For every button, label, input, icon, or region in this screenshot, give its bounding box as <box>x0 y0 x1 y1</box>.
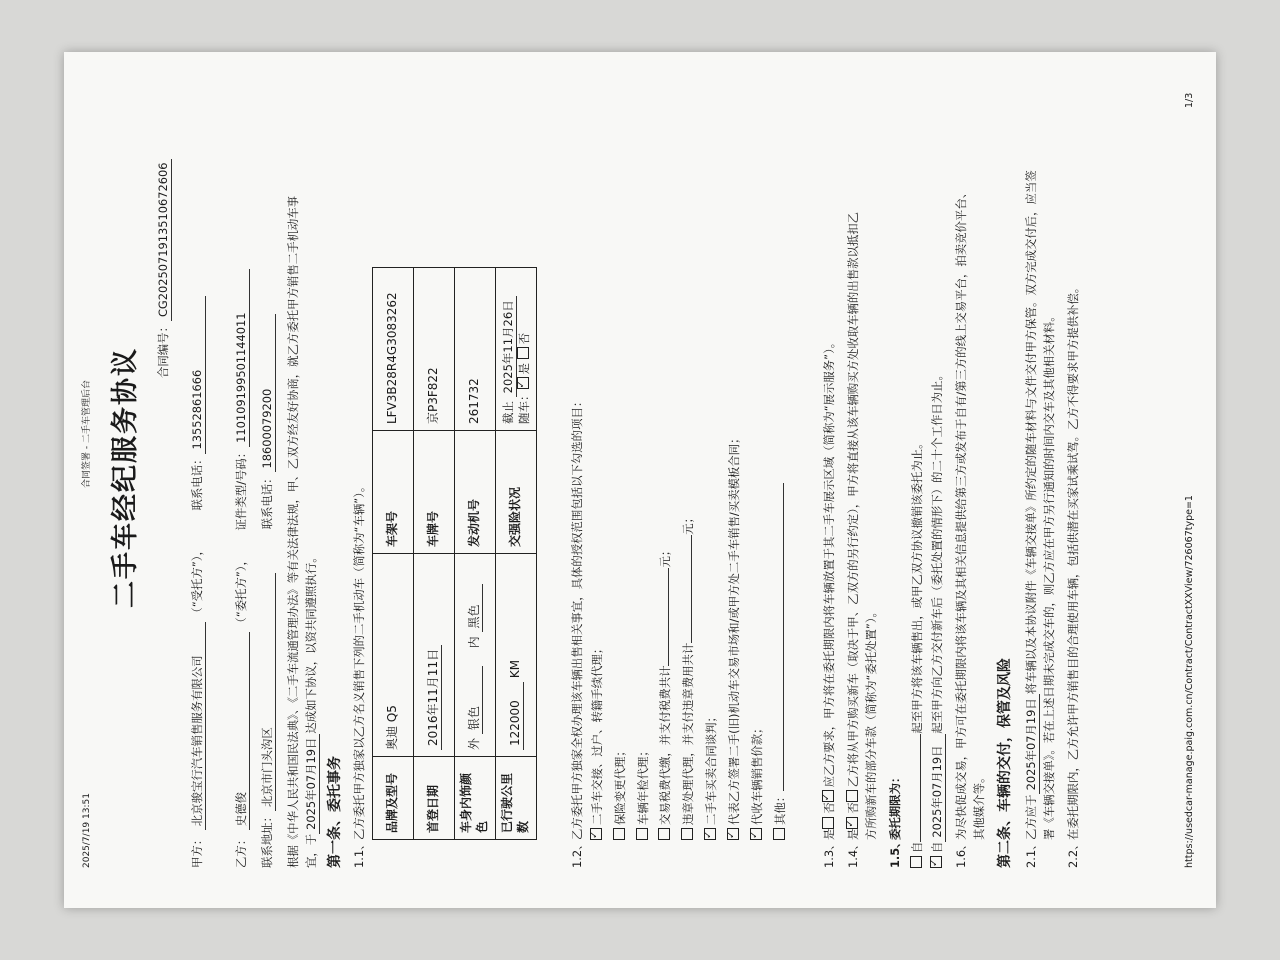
list-item <box>773 433 788 840</box>
yes-label: 是 <box>822 828 836 840</box>
auth-checkbox[interactable] <box>590 828 602 840</box>
reg-date-value <box>414 554 455 757</box>
clause-2-1 <box>1024 170 1040 868</box>
clause-number: 1.5、 <box>888 836 902 868</box>
agreement-date: 2025年07月19日 <box>304 734 320 834</box>
insurance-with-car-label: 随车： <box>516 389 531 424</box>
party-b-line <box>234 269 250 868</box>
party-a-line <box>190 296 206 868</box>
clause-1-5 <box>888 772 903 868</box>
article1-title: 第一条、委托事务 <box>327 756 343 868</box>
vin-value: LFV3B28R4G3083262 <box>373 268 414 431</box>
term-option-2 <box>930 369 946 868</box>
clause-2-2 <box>1066 282 1081 868</box>
interior-color: 黑色 <box>467 584 484 632</box>
clause-1-4-no-checkbox[interactable] <box>846 790 858 802</box>
vin-label: 车架号 <box>373 431 414 554</box>
term-option-1-date[interactable] <box>920 734 921 842</box>
auth-item-text: 二手车买卖合同谈判； <box>704 711 719 825</box>
mileage-unit: KM <box>507 659 522 679</box>
auth-item-text: 二手车交接、过户、转籍手续代理； <box>590 642 604 825</box>
auth-item-text: 违章处理代理，并支付违章费用共计 <box>681 642 696 825</box>
party-b-address-label: 联系地址： <box>260 811 274 868</box>
contract-number-value: CG202507191351067260​6 <box>156 159 172 321</box>
auth-item-suffix: 元； <box>658 544 673 568</box>
term-option-2-checkbox[interactable] <box>930 856 942 868</box>
term-prefix: 自 <box>910 841 924 853</box>
reg-date-label: 首登日期 <box>414 757 455 840</box>
term-text: 起至甲方将该车辆售出，或甲乙双方协议撤销该委托为止。 <box>910 437 924 734</box>
clause-number: 1.3、 <box>822 838 836 868</box>
auth-checkbox[interactable] <box>681 828 693 840</box>
clause-text: 在委托期限内，乙方允许甲方销售目的合理使用车辆，包括供潜在买家试乘试驾。乙方不得要求甲方提供补偿。 <box>1066 281 1080 840</box>
term-option-1-checkbox[interactable] <box>910 856 922 868</box>
party-a-phone-label: 联系电话： <box>190 453 204 511</box>
party-b-label: 乙方： <box>234 833 248 868</box>
party-b-role: （“委托方”）， <box>234 554 248 629</box>
yes-label: 是 <box>846 828 860 840</box>
preamble-line2 <box>304 551 320 868</box>
clause-1-3-no-checkbox[interactable] <box>822 790 834 802</box>
list-item <box>590 433 605 840</box>
clause-text: 乙方将从甲方购买新车（取决于甲、乙双方的另行约定），甲方将直接从该车辆购买方处收取车辆的出售款以抵扣乙 <box>846 211 860 788</box>
no-label: 否 <box>822 802 836 814</box>
term-text: 起至甲方向乙方交付新车后（委托处置的情形下）的二十个工作日为止。 <box>930 369 944 734</box>
term-prefix: 自 <box>930 841 944 853</box>
insurance-no-label: 否 <box>516 332 531 345</box>
clause-number: 1.6、 <box>954 838 968 868</box>
table-row <box>496 268 537 840</box>
clause-1-3-yes-checkbox[interactable] <box>822 817 834 829</box>
party-b-address: 北京市门头沟区 <box>260 573 276 811</box>
clause-number: 2.2、 <box>1066 838 1080 868</box>
party-b-id-label: 证件类型/号码： <box>234 446 248 531</box>
table-row <box>455 268 496 840</box>
auth-item-text: 代收车辆销售价款； <box>749 722 764 825</box>
clause-1-4 <box>846 212 861 868</box>
list-item <box>613 433 628 840</box>
clause-1-2 <box>570 396 585 868</box>
clause-title: 委托期限为： <box>888 771 902 840</box>
clause-number: 1.4、 <box>846 838 860 868</box>
engine-value: 261732 <box>455 268 496 431</box>
party-a-label: 甲方： <box>190 833 204 868</box>
table-row <box>373 268 414 840</box>
clause-number: 2.1、 <box>1024 838 1038 868</box>
insurance-yes-label: 是 <box>516 363 531 375</box>
preamble-prefix: 宜，于 <box>304 833 318 868</box>
clause-text: 应乙方要求，甲方将在委托期限内将车辆放置于其二手车展示区域（简称为“展示服务”）。 <box>822 336 836 788</box>
party-b-phone: 18600079200 <box>260 314 276 472</box>
list-item <box>704 433 719 840</box>
party-a-role: （“受托方”）， <box>190 544 204 619</box>
contract-number <box>156 159 172 378</box>
color-label: 车身内饰颜色 <box>455 757 496 840</box>
tax-amount-blank[interactable] <box>668 568 669 666</box>
party-b-id-value: 110109199501144011 <box>234 269 250 447</box>
auth-checkbox[interactable] <box>658 828 670 840</box>
party-b-contact-line <box>260 314 276 868</box>
clause-1-6-line2: 其他媒介等。 <box>972 771 986 840</box>
insurance-until-prefix: 截止 <box>500 401 515 424</box>
insurance-value <box>496 268 537 431</box>
article2-title: 第二条、车辆的交付，保管及风险 <box>997 658 1013 868</box>
exterior-color: 银色 <box>467 666 484 734</box>
party-b-phone-label: 联系电话： <box>260 472 274 530</box>
auth-checkbox[interactable] <box>636 828 648 840</box>
reg-date-text: 2016年11月11日 <box>426 645 443 750</box>
insurance-yes-checkbox[interactable] <box>517 378 529 390</box>
clause-1-3 <box>822 337 837 868</box>
term-option-2-date: 2025年07月19日 <box>930 734 946 842</box>
vehicle-info-table <box>372 267 537 840</box>
plate-label: 车牌号 <box>414 431 455 554</box>
auth-item-suffix: 元； <box>681 511 696 535</box>
brand-label: 品牌及型号 <box>373 757 414 840</box>
auth-checkbox[interactable] <box>773 828 785 840</box>
document-title: 二手车经纪服务协议 <box>110 347 141 608</box>
auth-item-text: 交易税费代缴，并支付税费共计 <box>658 665 673 825</box>
contract-number-label: 合同编号： <box>156 321 170 378</box>
clause-number: 1.1、 <box>352 838 366 868</box>
preamble-suffix: 达成如下协议，以资共同遵照执行。 <box>304 551 318 734</box>
clause-text: 为尽快促成交易，甲方可在委托期限内将该车辆及其相关信息提供给第三方或发布于自有/第三方的线上交易平台，拍卖竞价平台、 <box>954 186 968 840</box>
no-label: 否 <box>846 802 860 814</box>
other-blank[interactable] <box>783 483 784 791</box>
clause-number: 1.2、 <box>570 838 584 868</box>
print-app-name: 合同签署 - 二手车管理后台 <box>82 380 92 488</box>
clause-1-4-line2: 方所购新车的部分车款（简称为“委托处置”）。 <box>864 606 878 840</box>
list-item <box>750 433 765 840</box>
list-item <box>727 433 742 840</box>
brand-value: 奥迪 Q5 <box>373 554 414 757</box>
auth-item-text: 代表乙方签署二手(旧)机动车交易市场和/或甲方处二手车销售/买卖模板合同； <box>726 432 741 825</box>
footer-page-number: 1/3 <box>1184 92 1195 108</box>
interior-prefix: 内 <box>466 636 481 649</box>
footer-url: https://usedcar-manage.paig.com.cn/Contract/ContractXXView/726067type=1 <box>1184 495 1195 868</box>
auth-checkbox[interactable] <box>727 828 739 840</box>
auth-checkbox[interactable] <box>613 828 625 840</box>
mileage-value <box>496 554 537 757</box>
clause-1-1 <box>352 481 367 868</box>
list-item <box>658 433 673 840</box>
clause-text: 乙方委托甲方独家以乙方名义销售下列的二手机动车（简称为“车辆”）。 <box>352 480 366 840</box>
insurance-no-checkbox[interactable] <box>517 347 529 359</box>
clause-1-6 <box>954 187 969 868</box>
engine-label: 发动机号 <box>455 431 496 554</box>
vehicle-table-wrapper <box>372 267 537 840</box>
delivery-date: 2025年07月19日 <box>1024 694 1040 794</box>
clause-prefix: 乙方应于 <box>1024 794 1038 840</box>
preamble-line1: 根据《中华人民共和国民法典》、《二手车流通管理办法》等有关法律法规，甲、乙双方经友好协商，就乙方委托甲方销售二手机动车事 <box>286 195 300 868</box>
list-item <box>681 433 696 840</box>
exterior-prefix: 外 <box>466 737 481 750</box>
table-row <box>414 268 455 840</box>
auth-item-text: 车辆年检代理； <box>635 745 650 825</box>
contract-paper <box>64 52 1216 908</box>
insurance-label: 交强险状况 <box>496 431 537 554</box>
term-option-1 <box>910 437 925 868</box>
authorization-list <box>590 433 795 840</box>
mileage-number: 122000 <box>508 682 525 750</box>
list-item <box>636 433 651 840</box>
clause-1-4-yes-checkbox[interactable] <box>846 817 858 829</box>
violation-amount-blank[interactable] <box>691 535 692 643</box>
auth-item-text: 保险变更代理； <box>612 745 627 825</box>
party-b-name: 史德俊 <box>234 632 250 830</box>
mileage-label: 已行驶公里数 <box>496 757 537 840</box>
clause-2-1-line2: 署《车辆交接单》。若在上述日期未完成交车的，则乙方应在甲方另行通知的时间内交车及其他相关材料。 <box>1042 310 1056 840</box>
print-timestamp: 2025/7/19 13:51 <box>82 793 92 868</box>
auth-checkbox[interactable] <box>704 828 716 840</box>
auth-item-text: 其他： <box>772 790 787 825</box>
auth-checkbox[interactable] <box>750 828 762 840</box>
plate-value: 京P3F822 <box>414 268 455 431</box>
color-value <box>455 554 496 757</box>
clause-text: 将车辆以及本协议附件《车辆交接单》所约定的随车材料与文件交付甲方保管。双方完成交付后，应当签 <box>1024 170 1038 695</box>
insurance-until-date: 2025年11月26日 <box>501 296 517 397</box>
clause-text: 乙方委托甲方独家全权办理该车辆出售相关事宜，具体的授权范围包括以下勾选的项目： <box>570 395 584 840</box>
party-a-name: 北京骏宝行汽车销售服务有限公司 <box>190 622 206 830</box>
party-a-phone: 13552861666 <box>190 296 206 454</box>
